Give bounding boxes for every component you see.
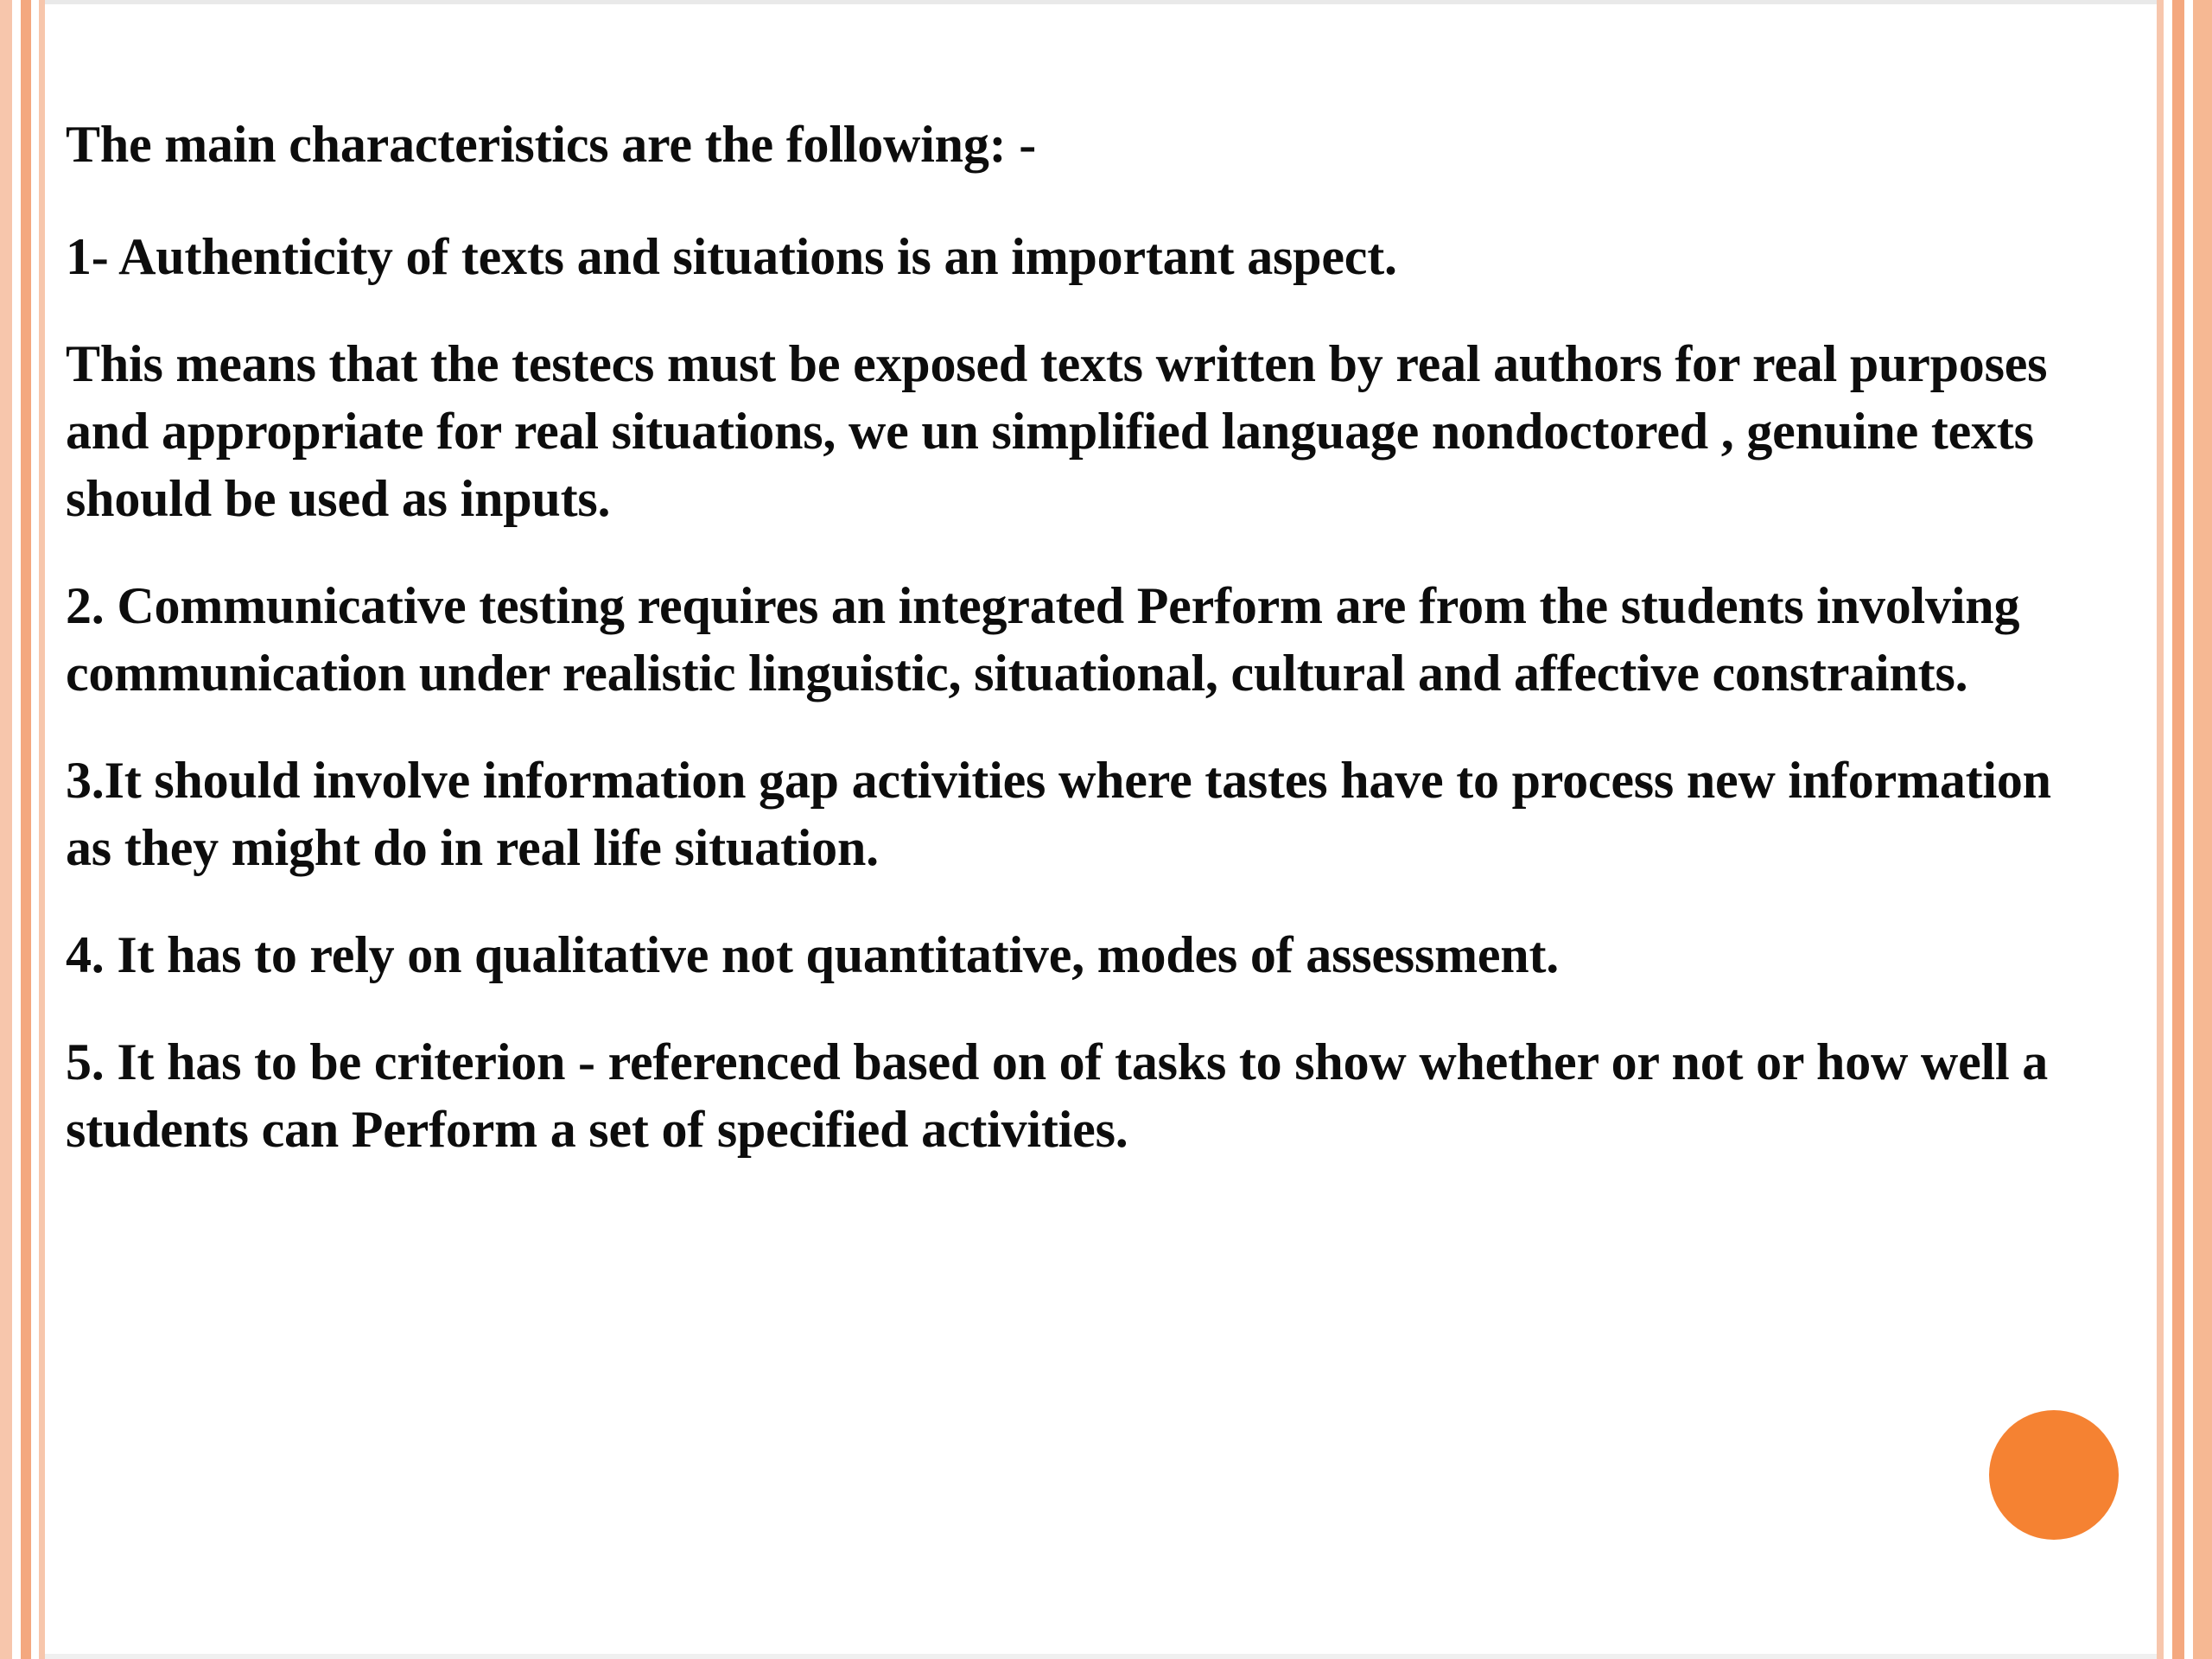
characteristic-item-1-body: This means that the testecs must be exposed texts written by real authors for real purposes and appropriate for real situations, we un simplified language nondoctored , genuine texts should be used as inputs. [66, 335, 2048, 527]
top-edge-line [45, 0, 2157, 4]
characteristic-item-5: 5. It has to be criterion - referenced based on of tasks to show whether or not or how well a students can Perform a set of specified activities. [66, 1033, 2049, 1158]
characteristic-item-1-title: 1- Authenticity of texts and situations is an important aspect. [66, 228, 1397, 285]
right-border-stripe-5 [2157, 0, 2164, 1659]
characteristic-item-3: 3.It should involve information gap activities where tastes have to process new information as they might do in real life situation. [66, 752, 2051, 876]
right-border-stripe-1 [2193, 0, 2212, 1659]
right-border-stripe-4 [2164, 0, 2172, 1659]
left-border-stripe-1 [0, 0, 12, 1659]
characteristic-item-4: 4. It has to rely on qualitative not quantitative, modes of assessment. [66, 926, 1560, 983]
slide-body [66, 111, 2062, 1201]
left-border-stripe-3 [21, 0, 31, 1659]
slide-heading: The main characteristics are the following: - [66, 116, 1037, 173]
orange-circle-decoration [1989, 1410, 2119, 1540]
left-border-stripe-4 [31, 0, 39, 1659]
characteristic-item-2: 2. Communicative testing requires an integrated Perform are from the students involving communication under realistic linguistic, situational, cultural and affective constraints. [66, 577, 2020, 702]
right-border-stripe-3 [2172, 0, 2184, 1659]
bottom-edge-line [45, 1654, 2157, 1659]
left-border-stripe-5 [39, 0, 45, 1659]
left-border-stripe-2 [12, 0, 21, 1659]
right-border-stripe-2 [2184, 0, 2193, 1659]
